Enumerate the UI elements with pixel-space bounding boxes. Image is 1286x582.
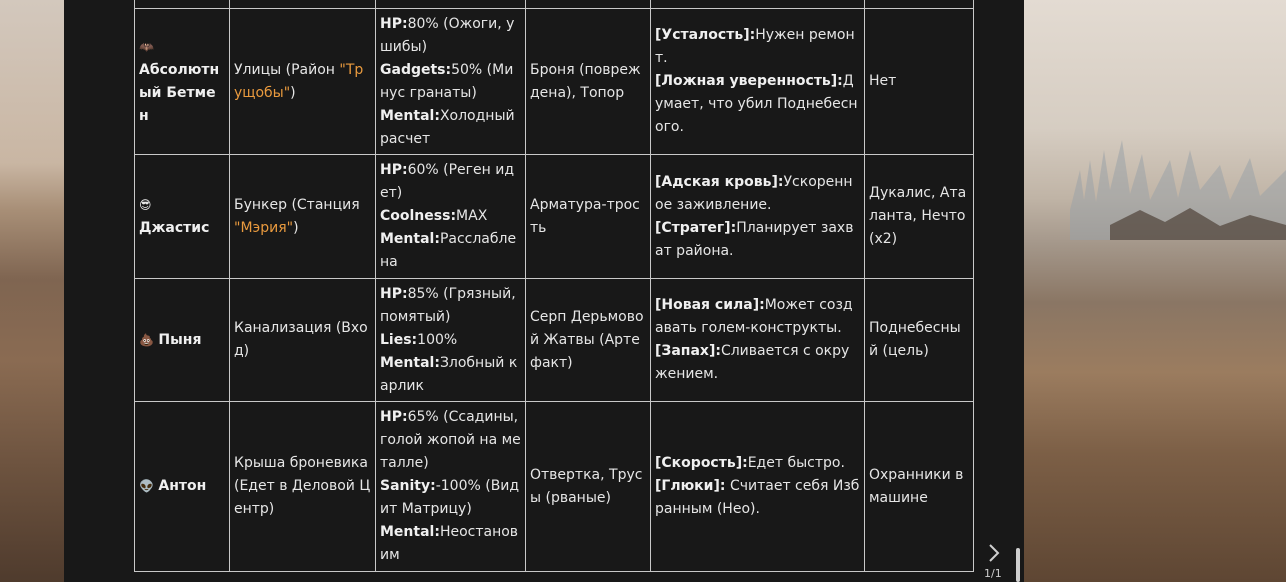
bat-icon: 🦇 — [139, 39, 154, 54]
poop-icon: 💩 — [139, 332, 154, 347]
location-text: Бункер (Станция — [234, 196, 360, 213]
location-cell — [230, 402, 376, 572]
scrollbar-thumb[interactable] — [1016, 548, 1020, 582]
location-cell — [230, 9, 376, 155]
status-line: [Новая сила]:Может создавать голем-конструкты. — [655, 297, 853, 336]
next-page-button[interactable] — [984, 540, 1004, 566]
character-name: Джастис — [139, 219, 210, 236]
status-line: [Усталость]:Нужен ремонт. — [655, 27, 855, 66]
location-text: Крыша броневика (Едет в Деловой Центр) — [234, 455, 371, 517]
gear-cell: Арматура-трость — [526, 155, 651, 279]
status-line: [Адская кровь]:Ускоренное заживление. — [655, 173, 853, 213]
status-line: [Ложная уверенность]:Думает, что убил Поднебесного. — [655, 73, 858, 135]
stat-line: Sanity:-100% (Видит Матрицу) — [380, 478, 520, 517]
gear-cell: Броня (повреждена), Топор — [526, 9, 651, 155]
character-cell — [135, 279, 230, 402]
allies-cell: Дукалис, Аталанта, Нечто (x2) — [865, 155, 974, 279]
location-suffix: ) — [290, 84, 296, 101]
status-line: [Глюки]: Считает себя Избранным (Нео). — [655, 478, 860, 517]
location-text: Канализация (Вход) — [234, 320, 368, 359]
alien-icon: 👽 — [139, 479, 154, 493]
status-line: [Стратег]:Планирует захват района. — [655, 219, 854, 259]
location-cell — [230, 155, 376, 279]
character-cell — [135, 402, 230, 572]
background-desert-left — [0, 0, 64, 582]
stat-line: Mental:Расслаблена — [380, 231, 517, 270]
status-line: [Скорость]:Едет быстро. — [655, 455, 845, 471]
table-row-partial — [135, 0, 974, 9]
table-row — [135, 155, 974, 279]
stat-line: Coolness:MAX — [380, 208, 488, 224]
sunglasses-face-icon: 😎 — [139, 197, 152, 212]
background-desert-right — [1024, 0, 1286, 582]
stats-cell — [376, 9, 526, 155]
character-name: Пыня — [158, 331, 202, 348]
page-counter: 1/1 — [984, 567, 1002, 580]
allies-cell: Поднебесный (цель) — [865, 279, 974, 402]
table-row — [135, 402, 974, 572]
allies-cell: Охранники в машине — [865, 402, 974, 572]
stats-cell — [376, 155, 526, 279]
character-name: Абсолютный Бетмен — [139, 61, 220, 124]
stat-line: Mental:Злобный карлик — [380, 354, 518, 394]
stat-line: HP:65% (Ссадины, голой жопой на металле) — [380, 409, 521, 471]
allies-cell: Нет — [865, 9, 974, 155]
table-row — [135, 9, 974, 155]
status-cell — [651, 155, 865, 279]
background-ruins — [1070, 130, 1286, 240]
chevron-right-icon — [987, 543, 1001, 563]
character-cell — [135, 9, 230, 155]
character-name: Антон — [158, 478, 207, 494]
stat-line: Lies:100% — [380, 331, 458, 348]
table-row — [135, 279, 974, 402]
location-text: Улицы (Район — [234, 61, 335, 78]
gear-cell: Отвертка, Трусы (рваные) — [526, 402, 651, 572]
location-cell — [230, 279, 376, 402]
location-highlight: "Трущобы" — [234, 61, 364, 101]
status-cell — [651, 279, 865, 402]
gear-cell: Серп Дерьмовой Жатвы (Артефакт) — [526, 279, 651, 402]
character-cell — [135, 155, 230, 279]
stat-line: Gadgets:50% (Минус гранаты) — [380, 61, 514, 101]
stat-line: Mental:Холодный расчет — [380, 107, 515, 147]
stat-line: HP:80% (Ожоги, ушибы) — [380, 15, 515, 55]
stats-cell — [376, 279, 526, 402]
status-line: [Запах]:Сливается с окружением. — [655, 343, 850, 382]
stat-line: HP:85% (Грязный, помятый) — [380, 285, 516, 325]
stat-line: HP:60% (Реген идет) — [380, 162, 515, 201]
location-highlight: "Мэрия" — [234, 219, 294, 236]
stats-cell — [376, 402, 526, 572]
stat-line: Mental:Неостановим — [380, 524, 519, 563]
status-cell — [651, 402, 865, 572]
status-cell — [651, 9, 865, 155]
location-suffix: ) — [293, 219, 299, 236]
character-status-table — [134, 0, 974, 572]
